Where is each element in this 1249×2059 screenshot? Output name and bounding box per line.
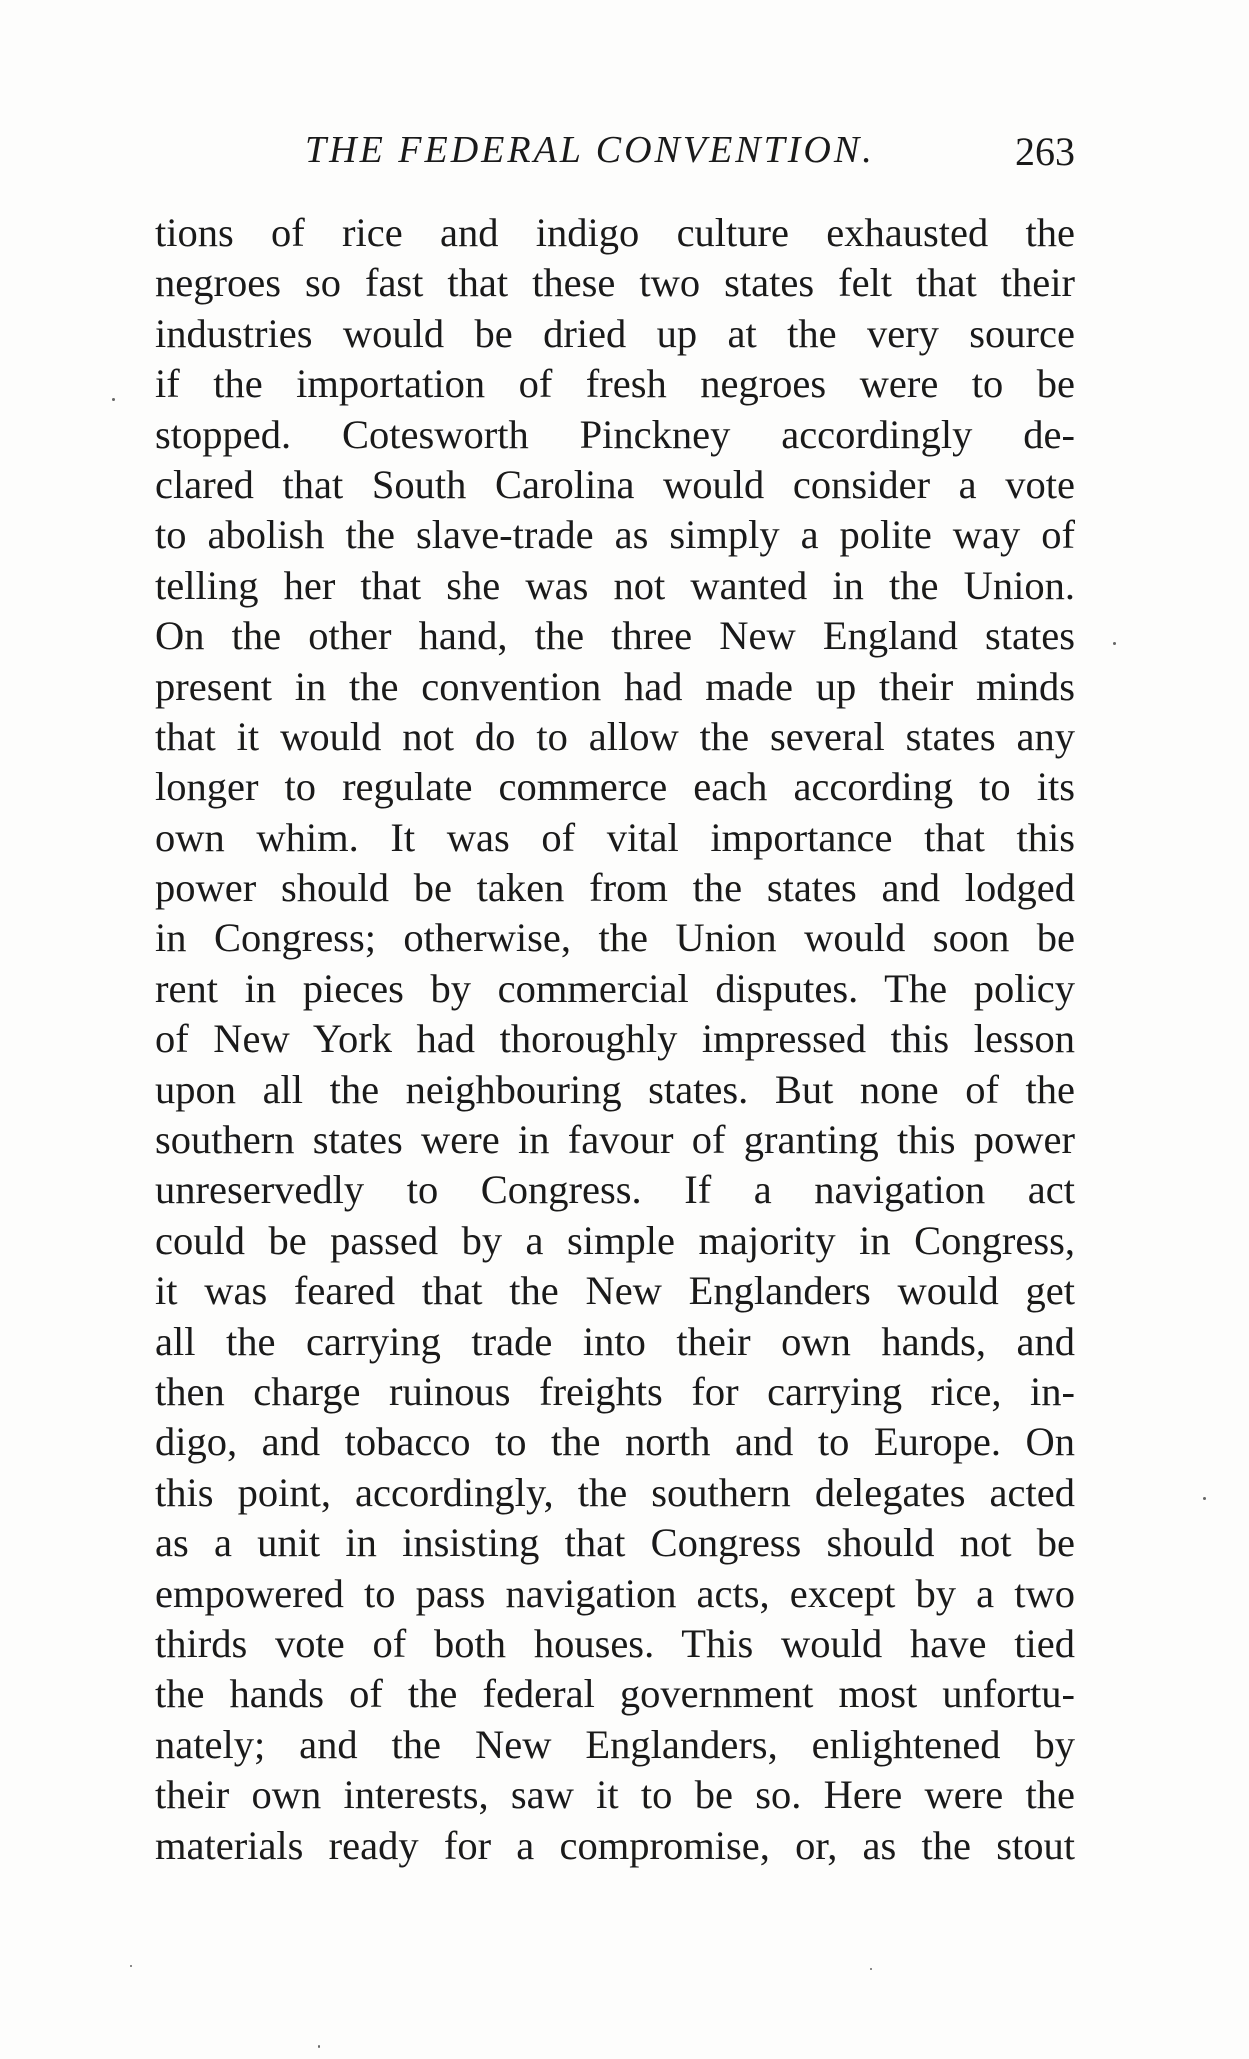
paper-speck: [1113, 642, 1116, 645]
text-line: southern states were in favour of granting this power: [155, 1117, 1075, 1163]
paper-speck: [112, 398, 115, 401]
text-line: could be passed by a simple majority in Congress,: [155, 1217, 1075, 1263]
text-line: power should be taken from the states and lodged: [155, 865, 1075, 911]
text-line: stopped. Cotesworth Pinckney accordingly de-: [155, 411, 1075, 457]
paper-speck: [870, 1968, 872, 1970]
text-line: industries would be dried up at the very source: [155, 310, 1075, 356]
text-line: if the importation of fresh negroes were to be: [155, 361, 1075, 407]
text-line: tions of rice and indigo culture exhausted the: [155, 210, 1075, 255]
text-line: materials ready for a compromise, or, as the stout: [155, 1822, 1075, 1868]
text-line: to abolish the slave-trade as simply a polite way of: [155, 512, 1075, 558]
text-line: clared that South Carolina would consider a vote: [155, 461, 1075, 507]
text-line: of New York had thoroughly impressed this lesson: [155, 1016, 1075, 1062]
paper-speck: [130, 1965, 132, 1967]
text-line: own whim. It was of vital importance that this: [155, 814, 1075, 860]
text-line: thirds vote of both houses. This would have tied: [155, 1620, 1075, 1666]
body-text: [155, 208, 1075, 1871]
paper-speck: [318, 2045, 320, 2048]
text-line: empowered to pass navigation acts, except by a two: [155, 1570, 1075, 1616]
text-line: it was feared that the New Englanders would get: [155, 1268, 1075, 1314]
text-line: in Congress; otherwise, the Union would soon be: [155, 915, 1075, 961]
text-line: negroes so fast that these two states felt that their: [155, 260, 1075, 306]
text-line: the hands of the federal government most unfortu-: [155, 1671, 1075, 1717]
text-line: upon all the neighbouring states. But none of the: [155, 1066, 1075, 1112]
text-line: longer to regulate commerce each according to its: [155, 764, 1075, 810]
text-line: On the other hand, the three New England states: [155, 613, 1075, 659]
text-line: their own interests, saw it to be so. Here were the: [155, 1772, 1075, 1818]
text-line: nately; and the New Englanders, enlightened by: [155, 1721, 1075, 1767]
text-line: present in the convention had made up their minds: [155, 663, 1075, 709]
text-line: digo, and tobacco to the north and to Europe. On: [155, 1419, 1075, 1465]
text-line: telling her that she was not wanted in the Union.: [155, 562, 1075, 608]
text-line: then charge ruinous freights for carrying rice, in-: [155, 1368, 1075, 1414]
text-line: this point, accordingly, the southern delegates acted: [155, 1469, 1075, 1515]
running-head: [155, 128, 1075, 188]
text-line: unreservedly to Congress. If a navigation act: [155, 1167, 1075, 1213]
text-line: that it would not do to allow the several states any: [155, 713, 1075, 759]
text-line: rent in pieces by commercial disputes. The policy: [155, 965, 1075, 1011]
text-line: all the carrying trade into their own hands, and: [155, 1318, 1075, 1364]
running-title: THE FEDERAL CONVENTION.: [305, 129, 875, 171]
text-line: as a unit in insisting that Congress should not be: [155, 1520, 1075, 1566]
page-number: 263: [1015, 129, 1075, 174]
paper-speck: [1203, 1497, 1206, 1500]
